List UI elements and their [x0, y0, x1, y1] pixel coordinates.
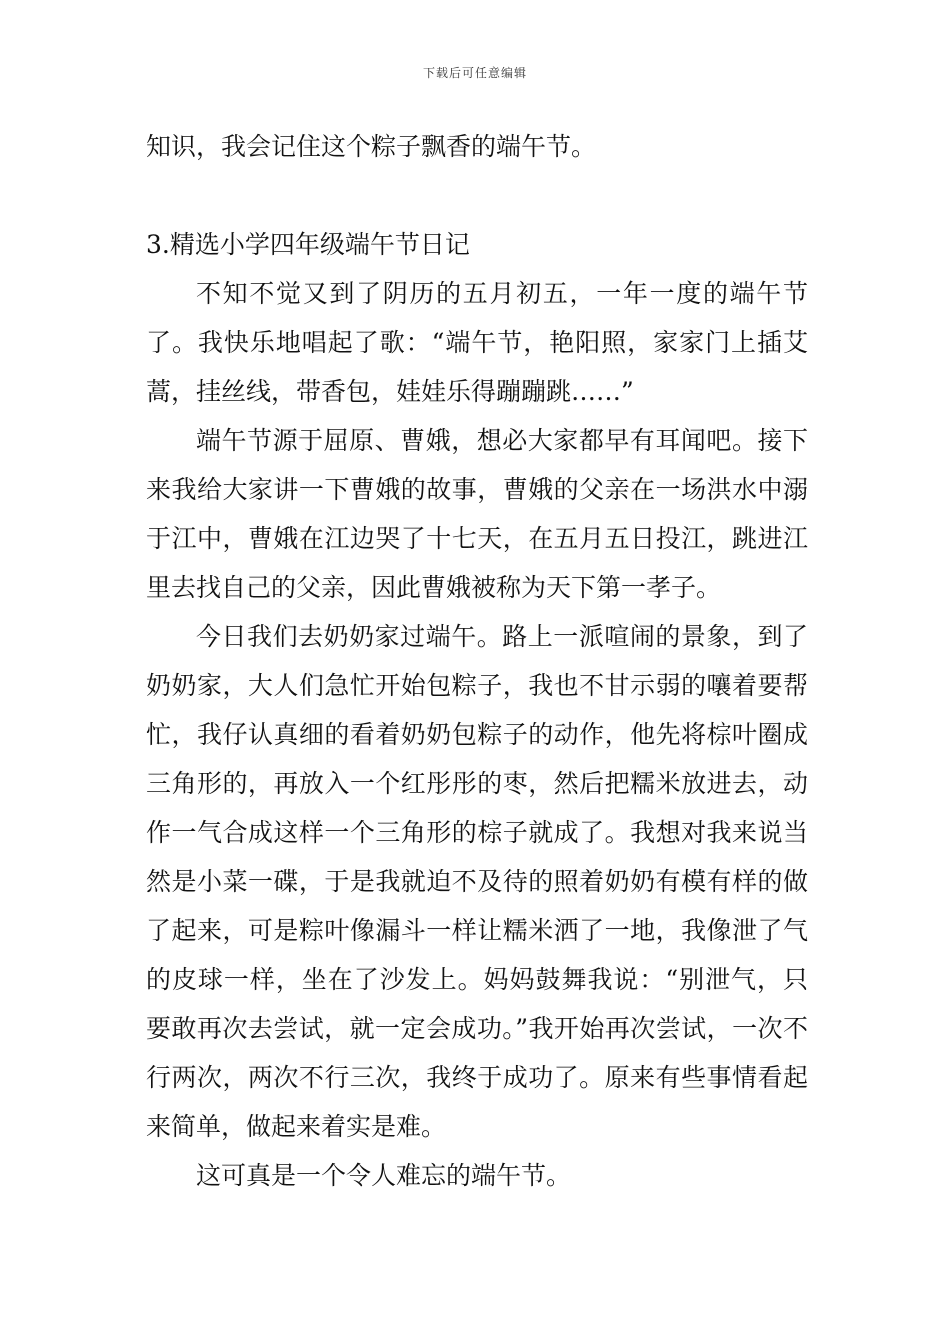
document-body [146, 122, 808, 1200]
paragraph-4: 这可真是一个令人难忘的端午节。 [196, 1161, 572, 1190]
paragraph-1: 不知不觉又到了阴历的五月初五，一年一度的端午节了。我快乐地唱起了歌：“端午节，艳阳照，家家门上插艾蒿，挂丝线，带香包，娃娃乐得蹦蹦跳……” [146, 279, 808, 406]
paragraph-2: 端午节源于屈原、曹娥，想必大家都早有耳闻吧。接下来我给大家讲一下曹娥的故事，曹娥的父亲在一场洪水中溺于江中，曹娥在江边哭了十七天，在五月五日投江，跳进江里去找自己的父亲，因此曹娥被称为天下第一孝子。 [146, 426, 808, 602]
section-title: 3.精选小学四年级端午节日记 [146, 230, 470, 259]
page-header: 下载后可任意编辑 [422, 66, 527, 80]
continuation-text: 知识，我会记住这个粽子飘香的端午节。 [146, 132, 597, 161]
spacer [146, 171, 808, 220]
paragraph-3: 今日我们去奶奶家过端午。路上一派喧闹的景象，到了奶奶家，大人们急忙开始包粽子，我也不甘示弱的嚷着要帮忙，我仔认真细的看着奶奶包粽子的动作，他先将棕叶圈成三角形的，再放入一个红彤彤的枣，然后把糯米放进去，动作一气合成这样一个三角形的棕子就成了。我想对我来说当然是小菜一碟，于是我就迫不及待的照着奶奶有模有样的做了起来，可是粽叶像漏斗一样让糯米洒了一地，我像泄了气的皮球一样，坐在了沙发上。妈妈鼓舞我说：“别泄气，只要敢再次去尝试，就一定会成功。”我开始再次尝试，一次不行两次，两次不行三次，我终于成功了。原来有些事情看起来简单，做起来着实是难。 [146, 622, 808, 1141]
